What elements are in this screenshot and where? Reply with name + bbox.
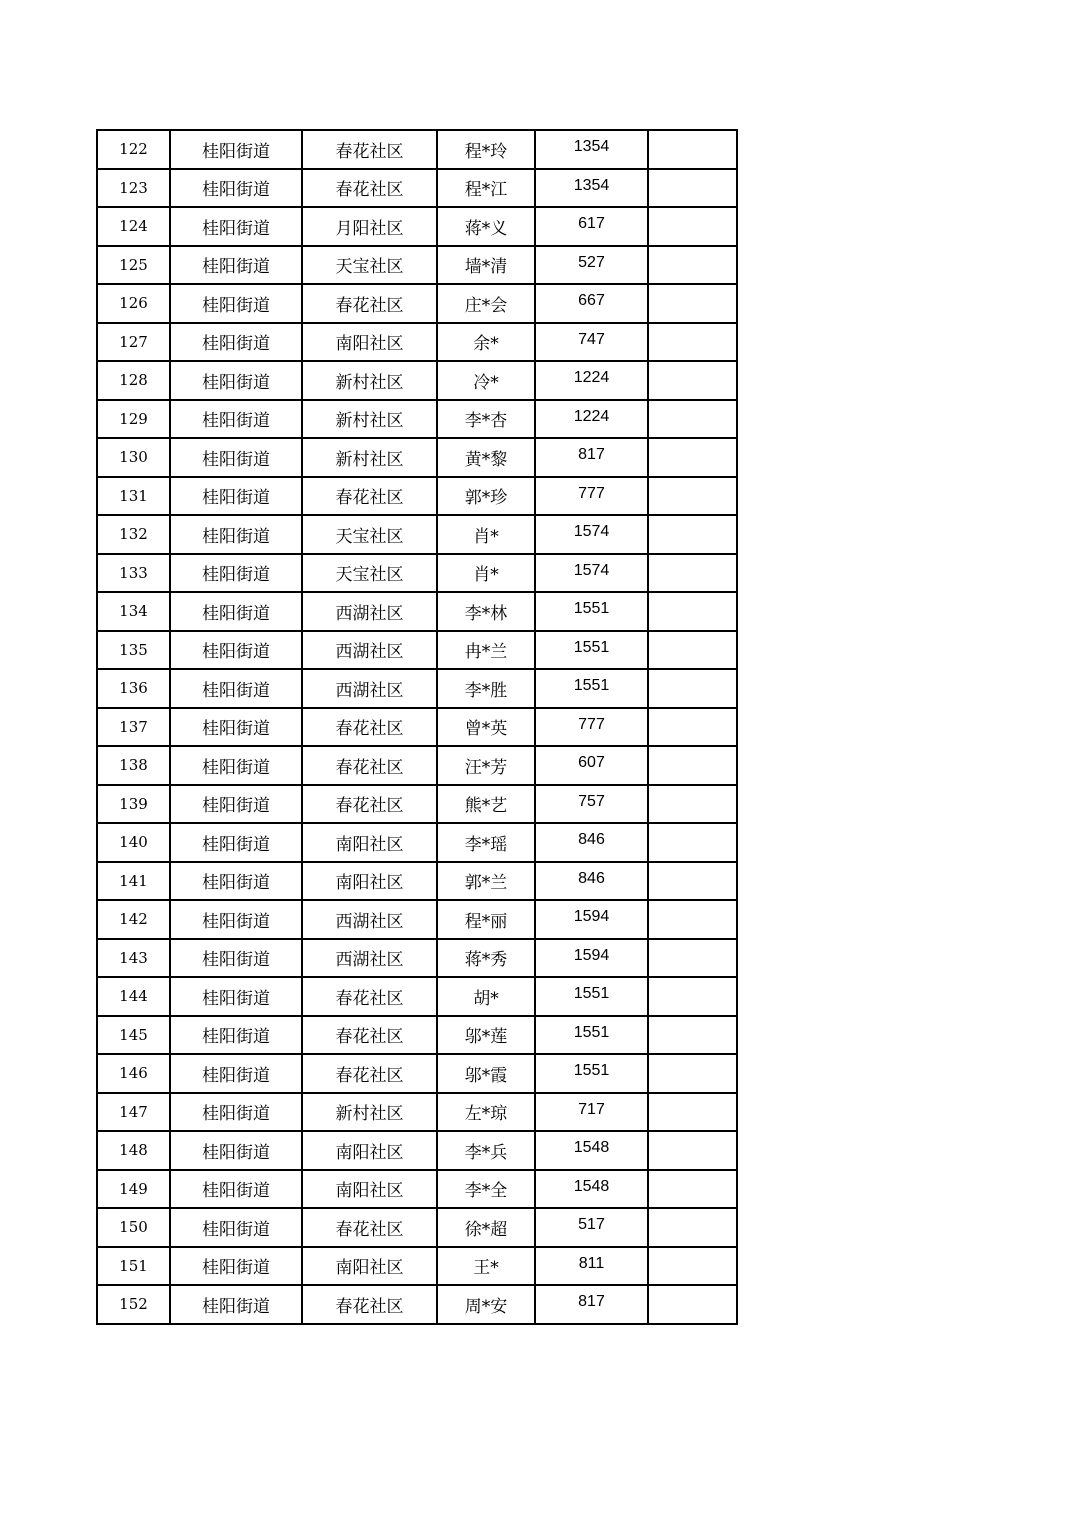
community-cell: 新村社区 <box>302 438 437 477</box>
row-number-cell: 152 <box>97 1285 170 1324</box>
community-cell: 天宝社区 <box>302 246 437 285</box>
amount-cell: 1354 <box>535 128 648 167</box>
table-row <box>97 746 737 785</box>
street-cell: 桂阳街道 <box>170 1054 302 1093</box>
street-cell: 桂阳街道 <box>170 130 302 169</box>
note-cell <box>648 1131 737 1170</box>
table-row <box>97 785 737 824</box>
table-row <box>97 284 737 323</box>
name-cell: 郭*兰 <box>437 862 535 901</box>
street-cell: 桂阳街道 <box>170 1016 302 1055</box>
community-cell: 南阳社区 <box>302 323 437 362</box>
community-cell: 春花社区 <box>302 746 437 785</box>
note-cell <box>648 515 737 554</box>
row-number-cell: 122 <box>97 130 170 169</box>
note-cell <box>648 631 737 670</box>
amount-cell: 1551 <box>535 1052 648 1091</box>
note-cell <box>648 323 737 362</box>
street-cell: 桂阳街道 <box>170 977 302 1016</box>
community-cell: 南阳社区 <box>302 862 437 901</box>
amount-cell: 811 <box>535 1245 648 1284</box>
community-cell: 春花社区 <box>302 130 437 169</box>
table-row <box>97 1247 737 1286</box>
community-cell: 南阳社区 <box>302 1247 437 1286</box>
row-number-cell: 151 <box>97 1247 170 1286</box>
row-number-cell: 138 <box>97 746 170 785</box>
name-cell: 蒋*义 <box>437 207 535 246</box>
table-row <box>97 246 737 285</box>
community-cell: 新村社区 <box>302 361 437 400</box>
community-cell: 新村社区 <box>302 1093 437 1132</box>
amount-cell: 1594 <box>535 937 648 976</box>
amount-cell: 717 <box>535 1091 648 1130</box>
note-cell <box>648 1285 737 1324</box>
street-cell: 桂阳街道 <box>170 323 302 362</box>
name-cell: 余* <box>437 323 535 362</box>
note-cell <box>648 400 737 439</box>
amount-cell: 517 <box>535 1206 648 1245</box>
note-cell <box>648 246 737 285</box>
street-cell: 桂阳街道 <box>170 900 302 939</box>
table-row <box>97 592 737 631</box>
table-body <box>97 130 737 1324</box>
note-cell <box>648 862 737 901</box>
community-cell: 春花社区 <box>302 169 437 208</box>
community-cell: 天宝社区 <box>302 515 437 554</box>
table-row <box>97 1170 737 1209</box>
note-cell <box>648 130 737 169</box>
street-cell: 桂阳街道 <box>170 1093 302 1132</box>
table-row <box>97 207 737 246</box>
name-cell: 肖* <box>437 554 535 593</box>
amount-cell: 777 <box>535 706 648 745</box>
community-cell: 西湖社区 <box>302 592 437 631</box>
table-row <box>97 438 737 477</box>
note-cell <box>648 1054 737 1093</box>
note-cell <box>648 708 737 747</box>
amount-cell: 1574 <box>535 513 648 552</box>
table-row <box>97 130 737 169</box>
note-cell <box>648 977 737 1016</box>
name-cell: 庄*会 <box>437 284 535 323</box>
note-cell <box>648 438 737 477</box>
note-cell <box>648 669 737 708</box>
table-row <box>97 1093 737 1132</box>
amount-cell: 1548 <box>535 1168 648 1207</box>
table-row <box>97 939 737 978</box>
community-cell: 春花社区 <box>302 1054 437 1093</box>
row-number-cell: 145 <box>97 1016 170 1055</box>
name-cell: 冉*兰 <box>437 631 535 670</box>
name-cell: 李*杏 <box>437 400 535 439</box>
amount-cell: 777 <box>535 475 648 514</box>
table-row <box>97 1285 737 1324</box>
note-cell <box>648 361 737 400</box>
name-cell: 徐*超 <box>437 1208 535 1247</box>
name-cell: 黄*黎 <box>437 438 535 477</box>
note-cell <box>648 284 737 323</box>
row-number-cell: 144 <box>97 977 170 1016</box>
amount-cell: 846 <box>535 860 648 899</box>
row-number-cell: 132 <box>97 515 170 554</box>
amount-cell: 527 <box>535 244 648 283</box>
row-number-cell: 131 <box>97 477 170 516</box>
row-number-cell: 143 <box>97 939 170 978</box>
community-cell: 月阳社区 <box>302 207 437 246</box>
amount-cell: 667 <box>535 282 648 321</box>
amount-cell: 1224 <box>535 359 648 398</box>
name-cell: 曾*英 <box>437 708 535 747</box>
street-cell: 桂阳街道 <box>170 746 302 785</box>
street-cell: 桂阳街道 <box>170 939 302 978</box>
row-number-cell: 127 <box>97 323 170 362</box>
row-number-cell: 129 <box>97 400 170 439</box>
street-cell: 桂阳街道 <box>170 284 302 323</box>
street-cell: 桂阳街道 <box>170 554 302 593</box>
street-cell: 桂阳街道 <box>170 631 302 670</box>
data-table <box>96 129 738 1325</box>
table-row <box>97 708 737 747</box>
note-cell <box>648 900 737 939</box>
community-cell: 春花社区 <box>302 785 437 824</box>
name-cell: 李*兵 <box>437 1131 535 1170</box>
name-cell: 墙*清 <box>437 246 535 285</box>
name-cell: 邬*霞 <box>437 1054 535 1093</box>
name-cell: 熊*艺 <box>437 785 535 824</box>
amount-cell: 607 <box>535 744 648 783</box>
street-cell: 桂阳街道 <box>170 400 302 439</box>
row-number-cell: 130 <box>97 438 170 477</box>
row-number-cell: 150 <box>97 1208 170 1247</box>
name-cell: 李*胜 <box>437 669 535 708</box>
table-row <box>97 169 737 208</box>
amount-cell: 757 <box>535 783 648 822</box>
name-cell: 左*琼 <box>437 1093 535 1132</box>
table-row <box>97 631 737 670</box>
street-cell: 桂阳街道 <box>170 862 302 901</box>
street-cell: 桂阳街道 <box>170 1285 302 1324</box>
community-cell: 西湖社区 <box>302 669 437 708</box>
amount-cell: 817 <box>535 1283 648 1322</box>
name-cell: 郭*珍 <box>437 477 535 516</box>
note-cell <box>648 169 737 208</box>
street-cell: 桂阳街道 <box>170 823 302 862</box>
street-cell: 桂阳街道 <box>170 592 302 631</box>
table-row <box>97 361 737 400</box>
community-cell: 春花社区 <box>302 284 437 323</box>
note-cell <box>648 1093 737 1132</box>
table-row <box>97 477 737 516</box>
name-cell: 蒋*秀 <box>437 939 535 978</box>
street-cell: 桂阳街道 <box>170 1247 302 1286</box>
row-number-cell: 136 <box>97 669 170 708</box>
amount-cell: 1548 <box>535 1129 648 1168</box>
row-number-cell: 149 <box>97 1170 170 1209</box>
table-row <box>97 323 737 362</box>
row-number-cell: 135 <box>97 631 170 670</box>
table-row <box>97 1054 737 1093</box>
amount-cell: 1551 <box>535 629 648 668</box>
name-cell: 邬*莲 <box>437 1016 535 1055</box>
note-cell <box>648 207 737 246</box>
name-cell: 李*瑶 <box>437 823 535 862</box>
community-cell: 春花社区 <box>302 708 437 747</box>
name-cell: 李*林 <box>437 592 535 631</box>
name-cell: 肖* <box>437 515 535 554</box>
table-row <box>97 515 737 554</box>
community-cell: 西湖社区 <box>302 900 437 939</box>
amount-cell: 1574 <box>535 552 648 591</box>
amount-cell: 1594 <box>535 898 648 937</box>
community-cell: 南阳社区 <box>302 823 437 862</box>
table-row <box>97 823 737 862</box>
community-cell: 春花社区 <box>302 1016 437 1055</box>
community-cell: 春花社区 <box>302 977 437 1016</box>
street-cell: 桂阳街道 <box>170 438 302 477</box>
table-row <box>97 1016 737 1055</box>
street-cell: 桂阳街道 <box>170 169 302 208</box>
note-cell <box>648 746 737 785</box>
table-row <box>97 977 737 1016</box>
row-number-cell: 147 <box>97 1093 170 1132</box>
row-number-cell: 124 <box>97 207 170 246</box>
table-row <box>97 669 737 708</box>
community-cell: 春花社区 <box>302 1285 437 1324</box>
amount-cell: 617 <box>535 205 648 244</box>
name-cell: 程*丽 <box>437 900 535 939</box>
row-number-cell: 141 <box>97 862 170 901</box>
community-cell: 春花社区 <box>302 477 437 516</box>
note-cell <box>648 1170 737 1209</box>
name-cell: 汪*芳 <box>437 746 535 785</box>
row-number-cell: 125 <box>97 246 170 285</box>
note-cell <box>648 1016 737 1055</box>
name-cell: 程*玲 <box>437 130 535 169</box>
street-cell: 桂阳街道 <box>170 246 302 285</box>
row-number-cell: 137 <box>97 708 170 747</box>
table-row <box>97 1131 737 1170</box>
row-number-cell: 140 <box>97 823 170 862</box>
name-cell: 周*安 <box>437 1285 535 1324</box>
row-number-cell: 133 <box>97 554 170 593</box>
row-number-cell: 134 <box>97 592 170 631</box>
street-cell: 桂阳街道 <box>170 1208 302 1247</box>
community-cell: 南阳社区 <box>302 1170 437 1209</box>
amount-cell: 1551 <box>535 975 648 1014</box>
street-cell: 桂阳街道 <box>170 708 302 747</box>
amount-cell: 1551 <box>535 590 648 629</box>
row-number-cell: 126 <box>97 284 170 323</box>
note-cell <box>648 592 737 631</box>
table-row <box>97 1208 737 1247</box>
community-cell: 新村社区 <box>302 400 437 439</box>
amount-cell: 817 <box>535 436 648 475</box>
street-cell: 桂阳街道 <box>170 207 302 246</box>
row-number-cell: 142 <box>97 900 170 939</box>
table-row <box>97 554 737 593</box>
name-cell: 王* <box>437 1247 535 1286</box>
street-cell: 桂阳街道 <box>170 785 302 824</box>
street-cell: 桂阳街道 <box>170 1170 302 1209</box>
name-cell: 李*全 <box>437 1170 535 1209</box>
amount-cell: 1354 <box>535 167 648 206</box>
note-cell <box>648 939 737 978</box>
row-number-cell: 123 <box>97 169 170 208</box>
community-cell: 西湖社区 <box>302 631 437 670</box>
row-number-cell: 128 <box>97 361 170 400</box>
amount-cell: 1551 <box>535 1014 648 1053</box>
row-number-cell: 139 <box>97 785 170 824</box>
street-cell: 桂阳街道 <box>170 477 302 516</box>
row-number-cell: 146 <box>97 1054 170 1093</box>
street-cell: 桂阳街道 <box>170 1131 302 1170</box>
note-cell <box>648 477 737 516</box>
note-cell <box>648 1208 737 1247</box>
name-cell: 程*江 <box>437 169 535 208</box>
amount-cell: 1224 <box>535 398 648 437</box>
name-cell: 冷* <box>437 361 535 400</box>
community-cell: 南阳社区 <box>302 1131 437 1170</box>
note-cell <box>648 785 737 824</box>
note-cell <box>648 554 737 593</box>
table-row <box>97 400 737 439</box>
amount-cell: 1551 <box>535 667 648 706</box>
community-cell: 春花社区 <box>302 1208 437 1247</box>
community-cell: 天宝社区 <box>302 554 437 593</box>
name-cell: 胡* <box>437 977 535 1016</box>
community-cell: 西湖社区 <box>302 939 437 978</box>
table-row <box>97 900 737 939</box>
street-cell: 桂阳街道 <box>170 361 302 400</box>
street-cell: 桂阳街道 <box>170 515 302 554</box>
row-number-cell: 148 <box>97 1131 170 1170</box>
amount-cell: 846 <box>535 821 648 860</box>
table-row <box>97 862 737 901</box>
street-cell: 桂阳街道 <box>170 669 302 708</box>
amount-cell: 747 <box>535 321 648 360</box>
note-cell <box>648 823 737 862</box>
note-cell <box>648 1247 737 1286</box>
